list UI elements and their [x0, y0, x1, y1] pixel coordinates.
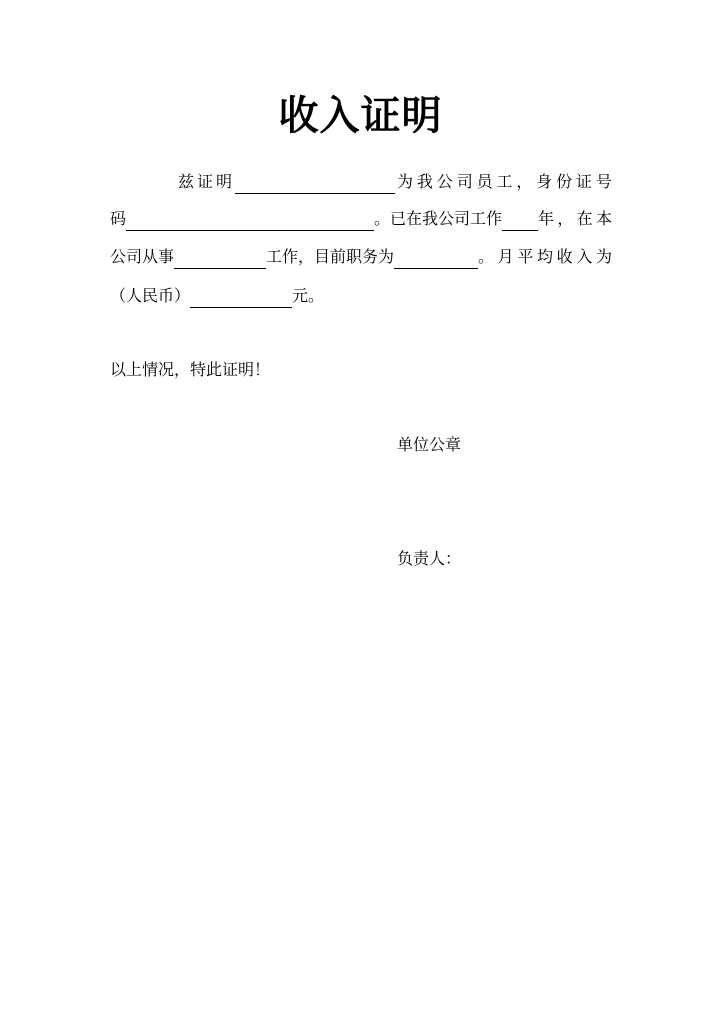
- line1-char: 证: [576, 172, 593, 191]
- line2-tail-text: 年，在本: [538, 209, 612, 228]
- id-number-blank[interactable]: [126, 212, 374, 231]
- line1-tail-text: [397, 170, 612, 194]
- line1-char: 份: [556, 172, 573, 191]
- line4-lead-text: （人民币）: [110, 286, 191, 305]
- line1-char: 公: [436, 172, 453, 191]
- line3-tail-text: 。月平均收入为: [478, 247, 612, 266]
- line3-lead-text: 公司从事: [110, 247, 175, 266]
- line1-char: 我: [416, 172, 433, 191]
- years-worked-blank[interactable]: [502, 212, 538, 231]
- line1-char: 工: [496, 172, 513, 191]
- body-line-1: [178, 170, 612, 194]
- company-seal-label: 单位公章: [397, 435, 462, 454]
- body-line-2: [110, 207, 612, 231]
- line1-char: 员: [476, 172, 493, 191]
- line2-mid-text: 。已在我公司工作: [374, 209, 503, 228]
- closing-statement: 以上情况，特此证明！: [110, 360, 271, 379]
- document-title: 收入证明: [278, 93, 443, 139]
- line2-lead-text: 码: [110, 209, 127, 228]
- line1-lead-text: 兹证明: [178, 172, 236, 191]
- line1-char: 身: [536, 172, 553, 191]
- line1-char: 号: [595, 172, 612, 191]
- line4-tail-text: 元。: [292, 286, 325, 305]
- job-type-blank[interactable]: [174, 250, 266, 269]
- employee-name-blank[interactable]: [235, 175, 395, 194]
- body-line-4: [110, 284, 324, 308]
- signer-label: 负责人：: [397, 549, 462, 568]
- line3-mid-text: 工作，目前职务为: [266, 247, 395, 266]
- position-blank[interactable]: [394, 250, 478, 269]
- line1-char: 司: [456, 172, 473, 191]
- line1-char: ，: [516, 172, 533, 191]
- body-line-3: [110, 245, 612, 269]
- monthly-income-blank[interactable]: [190, 289, 292, 308]
- line1-char: 为: [397, 172, 414, 191]
